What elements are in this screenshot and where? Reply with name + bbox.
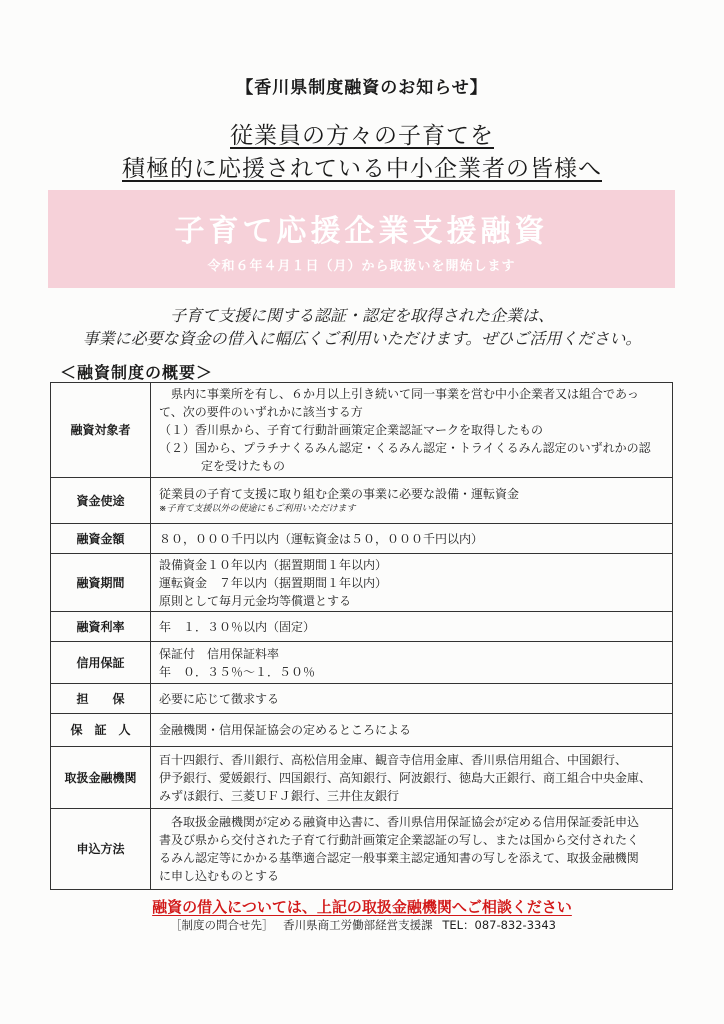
contact-line [170,917,562,933]
banner-subtitle: 令和６年４月１日（月）から取扱いを開始します [207,259,516,274]
table-row [51,478,673,524]
notice-title: 【香川県制度融資のお知らせ】 [236,78,488,98]
row-value-use: 従業員の子育て支援に取り組む企業の事業に必要な設備・運転資金 ※子育て支援以外の使途にもご利用いただけます [151,478,673,524]
row-label-rate: 融資利率 [51,612,151,642]
table-row [51,612,673,642]
row-value-rate: 年 １．３０％以内（固定） [151,612,673,642]
table-row [51,714,673,747]
row-label-amount: 融資金額 [51,524,151,554]
row-label-collateral: 担 保 [51,684,151,714]
table-row [51,524,673,554]
row-label-use: 資金使途 [51,478,151,524]
table-row [51,554,673,612]
row-label-guarantor: 保 証 人 [51,714,151,747]
section-heading: ＜融資制度の概要＞ [60,363,214,382]
row-label-guarantee: 信用保証 [51,642,151,684]
table-row [51,747,673,809]
row-value-guarantor: 金融機関・信用保証協会の定めるところによる [151,714,673,747]
row-value-amount: ８０，０００千円以内（運転資金は５０，０００千円以内） [151,524,673,554]
banner-title: 子育て応援企業支援融資 [174,214,549,249]
consult-notice: 融資の借入については、上記の取扱金融機関へご相談ください [152,898,572,916]
row-value-banks: 百十四銀行、香川銀行、高松信用金庫、観音寺信用金庫、香川県信用組合、中国銀行、 伊予銀行、愛媛銀行、四国銀行、高知銀行、阿波銀行、徳島大正銀行、商工組合中央金庫、 みずほ銀行、三菱ＵＦＪ銀行、三井住友銀行 [151,747,673,809]
table-row [51,684,673,714]
row-value-collateral: 必要に応じて徴求する [151,684,673,714]
row-label-banks: 取扱金融機関 [51,747,151,809]
row-value-application: 各取扱金融機関が定める融資申込書に、香川県信用保証協会が定める信用保証委託申込 書及び県から交付された子育て行動計画策定企業認証の写し、または国から交付されたく るみん認定等にかかる基準適合認定一般事業主認定通知書の写しを添えて、取扱金融機関 に申し込むものとする [151,809,673,890]
headline-line-2: 積極的に応援されている中小企業者の皆様へ [122,156,602,182]
table-row [51,383,673,478]
contact-label: ［制度の問合せ先］ [170,918,274,932]
row-value-eligibility: 県内に事業所を有し、６か月以上引き続いて同一事業を営む中小企業者又は組合であっ て、次の要件のいずれかに該当する方 （１）香川県から、子育て行動計画策定企業認証マークを取得したもの （２）国から、プラチナくるみん認定・くるみん認定・トライくるみん認定のいずれかの認 定を受けたもの [151,383,673,478]
loan-banner [48,190,675,288]
row-value-period: 設備資金１０年以内（据置期間１年以内） 運転資金 ７年以内（据置期間１年以内） 原則として毎月元金均等償還とする [151,554,673,612]
contact-tel: TEL：087-832-3343 [442,918,556,932]
loan-overview-table [50,382,673,890]
use-note: ※子育て支援以外の使途にもご利用いただけます [159,504,356,514]
intro-line-2: 事業に必要な資金の借入に幅広くご利用いただけます。ぜひご活用ください。 [82,329,642,348]
row-label-eligibility: 融資対象者 [51,383,151,478]
intro-line-1: 子育て支援に関する認証・認定を取得された企業は、 [169,306,554,325]
table-row [51,809,673,890]
row-value-guarantee: 保証付 信用保証料率 年 ０．３５％～１．５０％ [151,642,673,684]
contact-org: 香川県商工労働部経営支援課 [283,918,433,932]
headline-line-1: 従業員の方々の子育てを [230,123,494,149]
table-row [51,642,673,684]
row-label-application: 申込方法 [51,809,151,890]
row-label-period: 融資期間 [51,554,151,612]
